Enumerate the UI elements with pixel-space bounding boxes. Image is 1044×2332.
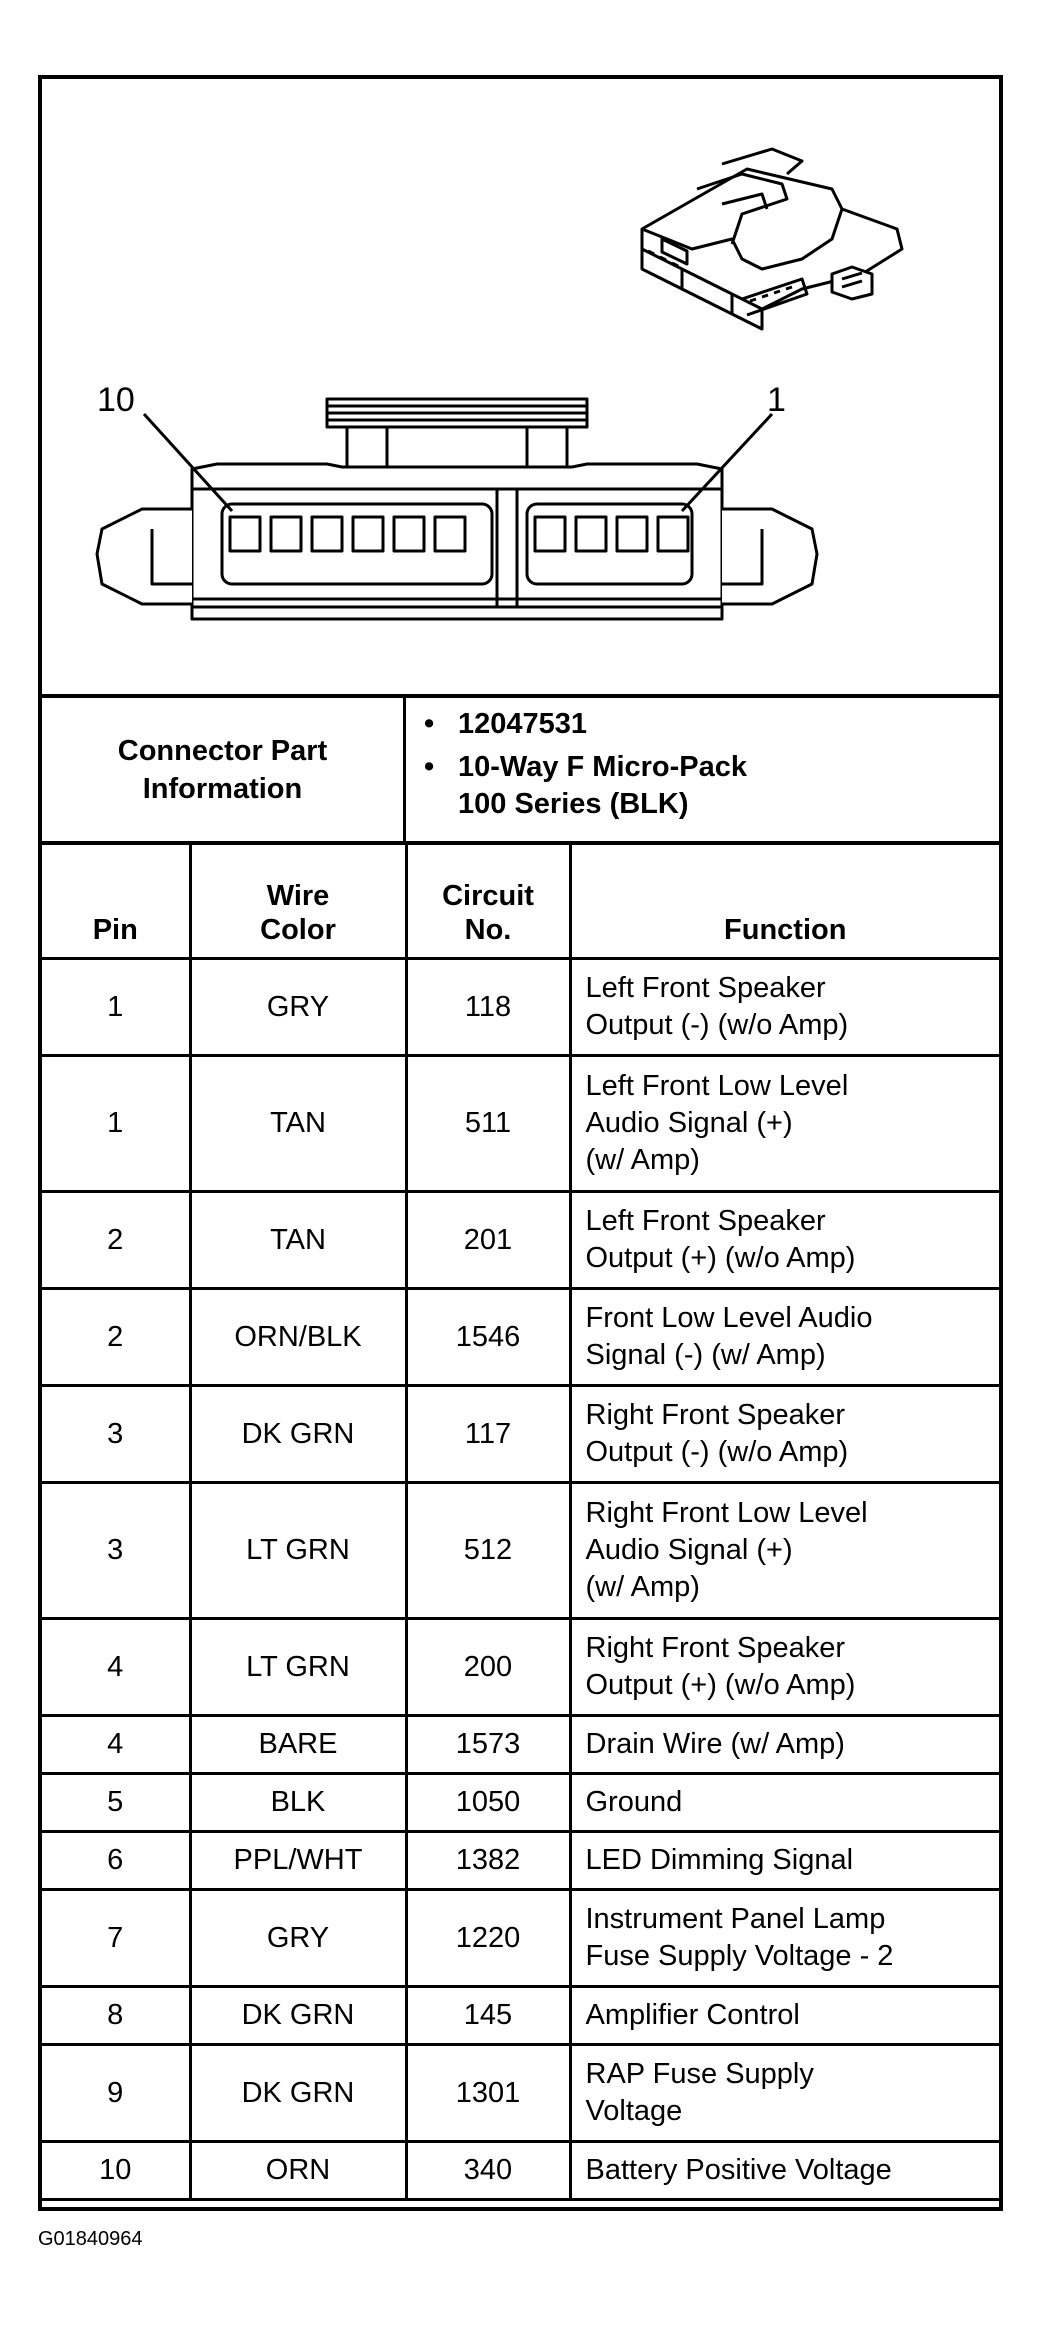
circuit-cell: 1382 — [406, 1832, 570, 1890]
wire-color-cell: GRY — [190, 959, 406, 1056]
pin-cell: 4 — [42, 1716, 190, 1774]
connector-type: 10-Way F Micro-Pack 100 Series (BLK) — [458, 751, 748, 820]
pinout-header-row — [42, 843, 999, 959]
pin-cell: 3 — [42, 1386, 190, 1483]
connector-type-item — [424, 749, 999, 823]
pin-10-label: 10 — [97, 381, 135, 419]
function-cell: Drain Wire (w/ Amp) — [570, 1716, 999, 1774]
figure-id: G01840964 — [38, 2228, 143, 2250]
circuit-cell: 1301 — [406, 2045, 570, 2142]
pin-1-label: 1 — [767, 381, 786, 419]
table-row — [42, 1716, 999, 1774]
wire-color-cell: GRY — [190, 1890, 406, 1987]
circuit-cell: 201 — [406, 1192, 570, 1289]
connector-info-heading — [42, 698, 406, 841]
header-wire-color: Wire Color — [190, 843, 406, 959]
pinout-table — [42, 841, 999, 2201]
circuit-cell: 118 — [406, 959, 570, 1056]
connector-front-view — [97, 399, 817, 619]
pin-cell: 7 — [42, 1890, 190, 1987]
pin-cell: 4 — [42, 1619, 190, 1716]
circuit-cell: 1573 — [406, 1716, 570, 1774]
circuit-cell: 1050 — [406, 1774, 570, 1832]
pin-cell: 3 — [42, 1483, 190, 1619]
table-row — [42, 1192, 999, 1289]
function-cell: Left Front Speaker Output (+) (w/o Amp) — [570, 1192, 999, 1289]
function-cell: Right Front Speaker Output (-) (w/o Amp) — [570, 1386, 999, 1483]
pin-cell: 5 — [42, 1774, 190, 1832]
table-row — [42, 1289, 999, 1386]
circuit-cell: 1546 — [406, 1289, 570, 1386]
wire-color-cell: BARE — [190, 1716, 406, 1774]
function-cell: Ground — [570, 1774, 999, 1832]
table-row — [42, 2045, 999, 2142]
connector-part-info — [42, 694, 999, 841]
table-row — [42, 1386, 999, 1483]
connector-diagram — [42, 79, 999, 694]
bullet-glyph: • — [424, 708, 435, 740]
table-row — [42, 959, 999, 1056]
function-cell: Battery Positive Voltage — [570, 2142, 999, 2200]
pin-cell: 2 — [42, 1192, 190, 1289]
part-number-item — [424, 706, 999, 743]
table-row — [42, 1987, 999, 2045]
pin-cell: 2 — [42, 1289, 190, 1386]
table-row — [42, 1774, 999, 1832]
function-cell: Front Low Level Audio Signal (-) (w/ Amp) — [570, 1289, 999, 1386]
header-pin: Pin — [42, 843, 190, 959]
table-row — [42, 1619, 999, 1716]
table-row — [42, 1483, 999, 1619]
pin-cell: 1 — [42, 1056, 190, 1192]
circuit-cell: 511 — [406, 1056, 570, 1192]
wire-color-cell: TAN — [190, 1056, 406, 1192]
header-circuit-no: Circuit No. — [406, 843, 570, 959]
table-row — [42, 1832, 999, 1890]
function-cell: Right Front Low Level Audio Signal (+) (w/ Amp) — [570, 1483, 999, 1619]
circuit-cell: 1220 — [406, 1890, 570, 1987]
table-row — [42, 1890, 999, 1987]
table-row — [42, 1056, 999, 1192]
circuit-cell: 145 — [406, 1987, 570, 2045]
wire-color-cell: DK GRN — [190, 2045, 406, 2142]
wire-color-cell: LT GRN — [190, 1483, 406, 1619]
function-cell: Instrument Panel Lamp Fuse Supply Voltage - 2 — [570, 1890, 999, 1987]
connector-card — [38, 75, 1003, 2211]
wire-color-cell: DK GRN — [190, 1386, 406, 1483]
pin-cell: 9 — [42, 2045, 190, 2142]
function-cell: LED Dimming Signal — [570, 1832, 999, 1890]
part-number: 12047531 — [458, 708, 588, 740]
pin-cell: 1 — [42, 959, 190, 1056]
pin-cell: 8 — [42, 1987, 190, 2045]
connector-iso-illustration — [642, 149, 902, 329]
connector-info-values — [406, 698, 999, 841]
circuit-cell: 200 — [406, 1619, 570, 1716]
wire-color-cell: LT GRN — [190, 1619, 406, 1716]
function-cell: Left Front Speaker Output (-) (w/o Amp) — [570, 959, 999, 1056]
pin-cell: 6 — [42, 1832, 190, 1890]
bullet-glyph: • — [424, 751, 435, 783]
connector-drawing — [42, 79, 999, 694]
function-cell: Left Front Low Level Audio Signal (+) (w/ Amp) — [570, 1056, 999, 1192]
function-cell: Amplifier Control — [570, 1987, 999, 2045]
wire-color-cell: PPL/WHT — [190, 1832, 406, 1890]
pinout-rows — [42, 959, 999, 2200]
table-row — [42, 2142, 999, 2200]
wire-color-cell: ORN — [190, 2142, 406, 2200]
circuit-cell: 512 — [406, 1483, 570, 1619]
wire-color-cell: ORN/BLK — [190, 1289, 406, 1386]
header-function: Function — [570, 843, 999, 959]
circuit-cell: 117 — [406, 1386, 570, 1483]
function-cell: Right Front Speaker Output (+) (w/o Amp) — [570, 1619, 999, 1716]
wire-color-cell: TAN — [190, 1192, 406, 1289]
pin-cell: 10 — [42, 2142, 190, 2200]
circuit-cell: 340 — [406, 2142, 570, 2200]
connector-info-heading-text: Connector Part Information — [117, 734, 328, 805]
wire-color-cell: BLK — [190, 1774, 406, 1832]
function-cell: RAP Fuse Supply Voltage — [570, 2045, 999, 2142]
wire-color-cell: DK GRN — [190, 1987, 406, 2045]
